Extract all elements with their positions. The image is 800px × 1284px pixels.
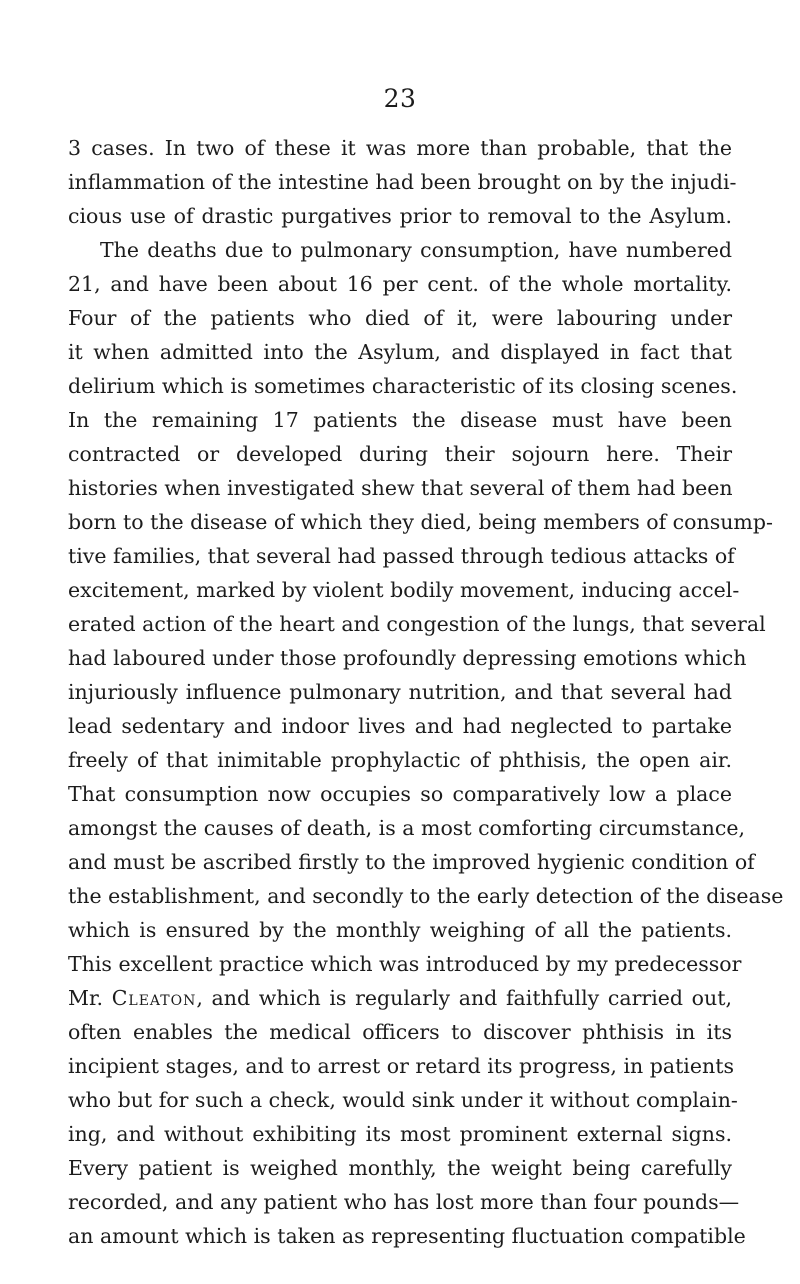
text-line: recorded, and any patient who has lost more than four pounds— (68, 1190, 740, 1214)
text-line: had laboured under those profoundly depressing emotions which (68, 646, 747, 670)
text-line: histories when investigated shew that several of them had been (68, 476, 733, 500)
text-line: who but for such a check, would sink under it without complain- (68, 1088, 738, 1112)
text-line: amongst the causes of death, is a most comforting circumstance, (68, 816, 745, 840)
text-fragment: , and which is regularly and faithfully carried out, (196, 986, 732, 1010)
text-fragment: Mr. (68, 986, 112, 1010)
text-line: The deaths due to pulmonary consumption, have numbered (100, 238, 732, 262)
text-line: contracted or developed during their sojourn here. Their (68, 442, 732, 466)
text-line: tive families, that several had passed through tedious attacks of (68, 544, 735, 568)
text-line: 3 cases. In two of these it was more than probable, that the (68, 136, 732, 160)
text-line: In the remaining 17 patients the disease must have been (68, 408, 732, 432)
text-line: and must be ascribed firstly to the improved hygienic condition of (68, 850, 755, 874)
text-line: an amount which is taken as representing fluctuation compatible (68, 1224, 746, 1248)
text-line: This excellent practice which was introduced by my predecessor (68, 952, 742, 976)
text-line: cious use of drastic purgatives prior to removal to the Asylum. (68, 204, 732, 228)
text-line: delirium which is sometimes characteristic of its closing scenes. (68, 374, 738, 398)
text-line: 21, and have been about 16 per cent. of the whole mortality. (68, 272, 732, 296)
text-line: freely of that inimitable prophylactic of phthisis, the open air. (68, 748, 732, 772)
person-name: Cleaton (111, 986, 197, 1010)
text-line: lead sedentary and indoor lives and had neglected to partake (68, 714, 732, 738)
text-line: inflammation of the intestine had been brought on by the injudi- (68, 170, 737, 194)
text-line: incipient stages, and to arrest or retard its progress, in patients (68, 1054, 734, 1078)
text-line: injuriously influence pulmonary nutrition, and that several had (68, 680, 732, 704)
page-number: 23 (383, 84, 417, 113)
text-line (68, 981, 732, 1015)
text-line: erated action of the heart and congestion of the lungs, that several (68, 612, 766, 636)
body-text (68, 131, 784, 1253)
text-line: That consumption now occupies so comparatively low a place (68, 782, 732, 806)
text-line: ing, and without exhibiting its most prominent external signs. (68, 1122, 732, 1146)
text-line: excitement, marked by violent bodily movement, inducing accel- (68, 578, 740, 602)
text-line: it when admitted into the Asylum, and displayed in fact that (68, 340, 732, 364)
text-line: born to the disease of which they died, being members of consump- (68, 510, 773, 534)
text-line: Every patient is weighed monthly, the weight being carefully (68, 1156, 732, 1180)
text-line: which is ensured by the monthly weighing of all the patients. (68, 918, 732, 942)
text-line: Four of the patients who died of it, were labouring under (68, 306, 732, 330)
text-line: often enables the medical officers to discover phthisis in its (68, 1020, 732, 1044)
text-line: the establishment, and secondly to the early detection of the disease (68, 884, 784, 908)
